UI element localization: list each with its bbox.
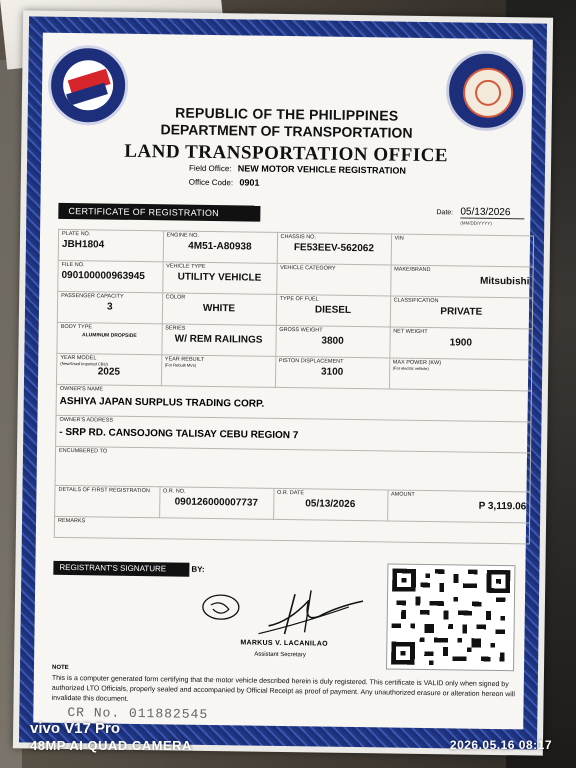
field-office xyxy=(189,163,406,176)
gross-weight-value: 3800 xyxy=(321,335,344,347)
year-rebuilt-value xyxy=(165,369,272,370)
address-label: OWNER'S ADDRESS xyxy=(59,416,114,424)
body-type-label: BODY TYPE xyxy=(60,323,93,331)
make-label: MAKE/BRAND xyxy=(394,266,431,274)
piston-label: PISTON DISPLACEMENT xyxy=(278,357,344,365)
date-value: 05/13/2026 xyxy=(460,206,524,219)
passenger-value: 3 xyxy=(106,301,113,313)
vehicle-category-label: VEHICLE CATEGORY xyxy=(280,264,336,272)
plate-label: PLATE NO. xyxy=(62,230,91,238)
year-rebuilt-label: YEAR REBUILT xyxy=(164,356,205,363)
qr-code-icon xyxy=(386,563,515,671)
camera-model-watermark: vivo V17 Pro xyxy=(30,720,121,737)
vehicle-type-value: UTILITY VEHICLE xyxy=(177,271,262,284)
or-date-label: O.R. DATE xyxy=(276,489,305,497)
max-power-value xyxy=(393,373,528,375)
year-model-label: YEAR MODEL xyxy=(60,354,97,362)
vehicle-type-label: VEHICLE TYPE xyxy=(166,263,206,270)
plate-value: JBH1804 xyxy=(61,238,105,251)
amount-label: AMOUNT xyxy=(390,491,415,498)
camera-spec-watermark: 48MP AI QUAD CAMERA xyxy=(30,738,192,753)
first-registration-label: DETAILS OF FIRST REGISTRATION xyxy=(58,486,150,495)
chassis-label: CHASSIS NO. xyxy=(280,233,317,241)
vin-label: VIN xyxy=(394,235,404,242)
encumbered-label: ENCUMBERED TO xyxy=(58,447,108,455)
or-date-value: 05/13/2026 xyxy=(305,498,356,511)
by-label: BY: xyxy=(191,564,205,574)
max-power-sub: (For electric vehicle) xyxy=(392,365,429,372)
body-type-value: ALUMINUM DROPSIDE xyxy=(81,332,137,339)
remarks-label: REMARKS xyxy=(58,517,86,525)
registrant-signature-label: REGISTRANT'S SIGNATURE xyxy=(53,561,189,577)
max-power-label: MAX POWER (KW) xyxy=(392,359,442,367)
amount-value: P 3,119.06 xyxy=(478,500,527,513)
engine-label: ENGINE NO. xyxy=(166,232,199,239)
year-model-value: 2025 xyxy=(97,366,121,378)
header-republic: REPUBLIC OF THE PHILIPPINES xyxy=(175,104,399,124)
classification-label: CLASSIFICATION xyxy=(393,297,439,305)
certificate-document xyxy=(13,10,553,755)
cr-number: CR No. 011882545 xyxy=(67,705,209,722)
field-office-label: Field Office: xyxy=(188,163,232,174)
classification-value: PRIVATE xyxy=(440,306,483,318)
address-value: - SRP RD. CANSOJONG TALISAY CEBU REGION 7 xyxy=(59,426,299,442)
color-label: COLOR xyxy=(165,294,186,301)
vin-value xyxy=(394,244,529,246)
registration-table xyxy=(54,229,534,545)
office-code-value: 0901 xyxy=(239,177,260,188)
date-label: Date: xyxy=(436,209,454,217)
chassis-value: FE53EEV-562062 xyxy=(293,242,374,255)
note-text: This is a computer generated form certifying that the motor vehicle described herein is duly registered. This certificate is VALID only when signed by authorized LTO Officials, properly sealed and accompanied by Official Receipt as proof of payment. Any unauthorized erasure or alteration hereon will invalidate this document. xyxy=(51,674,516,703)
fuel-label: TYPE OF FUEL xyxy=(279,295,319,303)
signature-area xyxy=(184,563,386,676)
owner-label: OWNER'S NAME xyxy=(59,385,104,393)
make-value: Mitsubishi xyxy=(479,275,530,288)
fuel-value: DIESEL xyxy=(314,304,352,316)
certificate-title: CERTIFICATE OF REGISTRATION xyxy=(58,203,260,222)
office-code xyxy=(189,177,260,188)
net-weight-value: 1900 xyxy=(449,337,473,349)
or-no-label: O.R. NO. xyxy=(162,488,186,495)
series-value: W/ REM RAILINGS xyxy=(174,333,263,346)
field-office-value: NEW MOTOR VEHICLE REGISTRATION xyxy=(237,163,406,176)
color-value: WHITE xyxy=(202,302,236,315)
header-lto: LAND TRANSPORTATION OFFICE xyxy=(124,140,449,167)
photo-datetime-watermark: 2026.05.16 08:17 xyxy=(449,738,552,752)
net-weight-label: NET WEIGHT xyxy=(393,328,428,336)
note-label: NOTE xyxy=(51,664,69,672)
date-format: (MM/DD/YYYY) xyxy=(460,220,492,226)
signature-scribble-icon xyxy=(198,579,369,643)
vehicle-category-value xyxy=(280,273,387,274)
office-code-label: Office Code: xyxy=(188,177,234,188)
owner-value: ASHIYA JAPAN SURPLUS TRADING CORP. xyxy=(59,395,265,410)
piston-value: 3100 xyxy=(320,366,344,378)
document-body xyxy=(33,33,533,730)
or-no-value: 090126000007737 xyxy=(174,496,259,509)
file-value: 090100000963945 xyxy=(61,269,145,283)
year-rebuilt-sub: (For Rebuilt MVs) xyxy=(164,362,197,368)
passenger-label: PASSENGER CAPACITY xyxy=(61,292,124,300)
header-department: DEPARTMENT OF TRANSPORTATION xyxy=(160,121,413,141)
series-label: SERIES xyxy=(165,325,186,332)
year-model-sub: (New/Used Imported CBU) xyxy=(60,360,108,367)
gross-weight-label: GROSS WEIGHT xyxy=(279,326,323,334)
signatory-title: Assistant Secretary xyxy=(254,651,306,659)
engine-value: 4M51-A80938 xyxy=(188,240,252,253)
file-label: FILE NO. xyxy=(61,261,85,269)
signatory-name: MARKUS V. LACANILAO xyxy=(240,639,328,648)
